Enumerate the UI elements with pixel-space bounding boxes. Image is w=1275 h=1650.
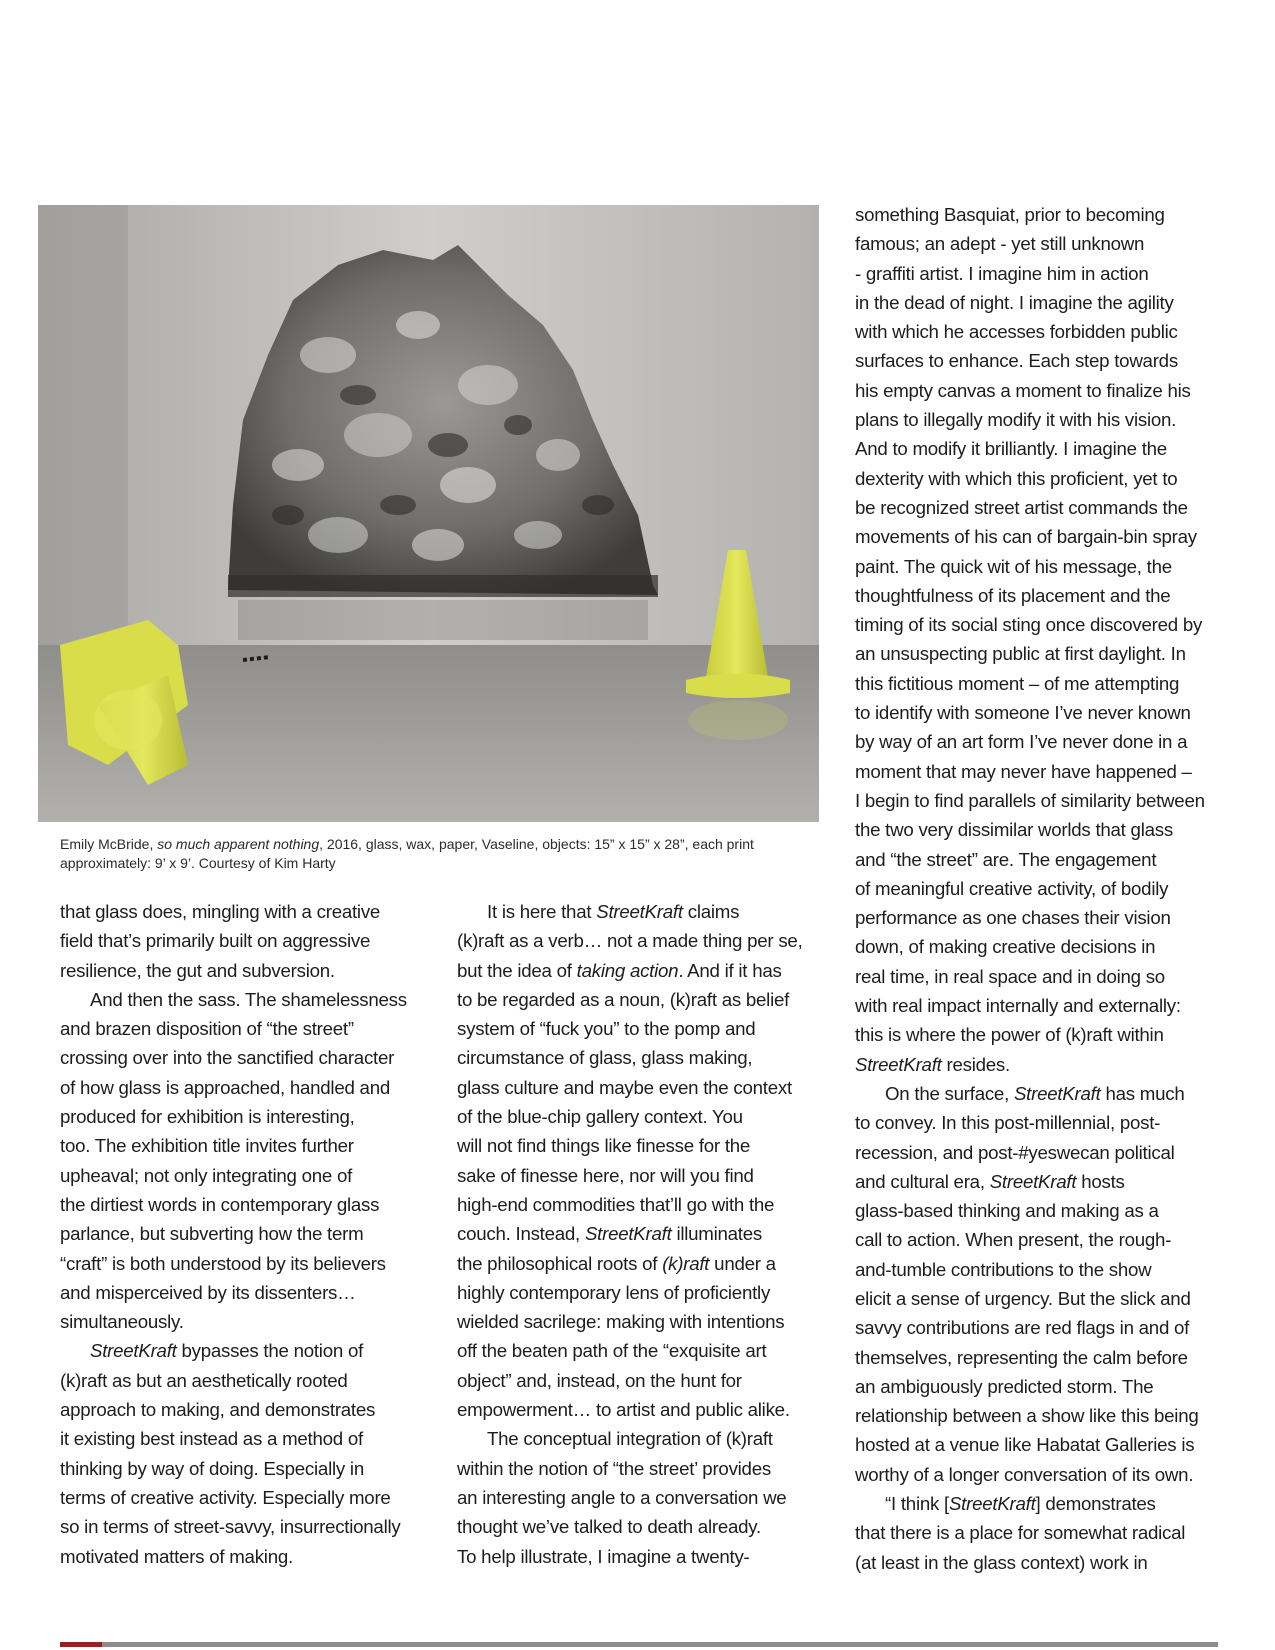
text-line: relationship between a show like this being — [855, 1405, 1199, 1427]
text-line: I begin to find parallels of similarity between — [855, 789, 1205, 811]
text-line: parlance, but subverting how the term — [60, 1223, 364, 1245]
text-line: “craft” is both understood by its believers — [60, 1252, 386, 1274]
text-line: it existing best instead as a method of — [60, 1428, 363, 1450]
text-line: be recognized street artist commands the — [855, 496, 1188, 518]
caption-details: , 2016, glass, wax, paper, Vaseline, objects: 15” x 15” x 28”, each print approximately: 9’ x 9’. Courtesy of Kim Harty — [60, 836, 754, 871]
text-line: timing of its social sting once discovered by — [855, 614, 1203, 636]
text-line: object” and, instead, on the hunt for — [457, 1369, 742, 1391]
caption-title: so much apparent nothing — [157, 836, 320, 852]
text-line: of meaningful creative activity, of bodily — [855, 877, 1169, 899]
text-line: with real impact internally and externally: — [855, 995, 1181, 1017]
text-line: but the idea of taking action. And if it has — [457, 959, 782, 981]
article-column-middle — [457, 897, 832, 1571]
text-line: field that’s primarily built on aggressive — [60, 930, 371, 952]
text-line: and misperceived by its dissenters… — [60, 1281, 356, 1303]
text-line: (at least in the glass context) work in — [855, 1551, 1148, 1573]
text-line: hosted at a venue like Habatat Galleries is — [855, 1434, 1195, 1456]
text-line: crossing over into the sanctified character — [60, 1047, 395, 1069]
text-line: - graffiti artist. I imagine him in action — [855, 262, 1149, 284]
text-line: upheaval; not only integrating one of — [60, 1164, 353, 1186]
text-line: On the surface, StreetKraft has much — [885, 1082, 1185, 1104]
text-line: And then the sass. The shamelessness — [90, 988, 407, 1010]
text-line: The conceptual integration of (k)raft — [487, 1428, 773, 1450]
text-line: and “the street” are. The engagement — [855, 848, 1157, 870]
text-line: in the dead of night. I imagine the agility — [855, 291, 1174, 313]
text-line: an unsuspecting public at first daylight. In — [855, 643, 1186, 665]
text-line: will not find things like finesse for the — [457, 1135, 751, 1157]
text-line: an interesting angle to a conversation we — [457, 1486, 787, 1508]
text-line: movements of his can of bargain-bin spray — [855, 526, 1197, 548]
text-line: circumstance of glass, glass making, — [457, 1047, 753, 1069]
text-line: too. The exhibition title invites further — [60, 1135, 354, 1157]
text-line: famous; an adept - yet still unknown — [855, 233, 1145, 255]
text-line: the philosophical roots of (k)raft under a — [457, 1252, 776, 1274]
text-line: surfaces to enhance. Each step towards — [855, 350, 1178, 372]
text-line: an ambiguously predicted storm. The — [855, 1375, 1154, 1397]
text-line: StreetKraft resides. — [855, 1053, 1010, 1075]
text-line: (k)raft as a verb… not a made thing per se, — [457, 930, 803, 952]
text-line: that there is a place for somewhat radical — [855, 1522, 1186, 1544]
text-line: of how glass is approached, handled and — [60, 1076, 390, 1098]
text-line: And to modify it brilliantly. I imagine the — [855, 438, 1167, 460]
text-line: plans to illegally modify it with his vision. — [855, 409, 1177, 431]
text-line: thought we’ve talked to death already. — [457, 1516, 761, 1538]
article-column-right — [855, 200, 1235, 1577]
text-line: by way of an art form I’ve never done in a — [855, 731, 1188, 753]
text-line: within the notion of “the street’ provides — [457, 1457, 771, 1479]
text-line: and cultural era, StreetKraft hosts — [855, 1170, 1125, 1192]
text-line: worthy of a longer conversation of its own. — [855, 1463, 1194, 1485]
article-column-left — [60, 897, 430, 1571]
text-line: StreetKraft bypasses the notion of — [90, 1340, 364, 1362]
text-line: that glass does, mingling with a creative — [60, 901, 381, 922]
footer-rule — [60, 1642, 1218, 1647]
text-line: to identify with someone I’ve never known — [855, 702, 1191, 724]
text-line: simultaneously. — [60, 1311, 184, 1333]
text-line: terms of creative activity. Especially more — [60, 1486, 391, 1508]
text-line: the two very dissimilar worlds that glass — [855, 819, 1173, 841]
text-line: to be regarded as a noun, (k)raft as belief — [457, 988, 790, 1010]
text-line: motivated matters of making. — [60, 1545, 293, 1567]
text-line: off the beaten path of the “exquisite art — [457, 1340, 767, 1362]
text-line: couch. Instead, StreetKraft illuminates — [457, 1223, 762, 1245]
text-line: “I think [StreetKraft] demonstrates — [885, 1493, 1156, 1515]
text-line: It is here that StreetKraft claims — [487, 901, 740, 922]
text-line: savvy contributions are red flags in and of — [855, 1317, 1190, 1339]
text-line: paint. The quick wit of his message, the — [855, 555, 1172, 577]
gallery-installation-image — [38, 205, 819, 822]
figure-caption — [60, 835, 820, 873]
text-line: produced for exhibition is interesting, — [60, 1106, 355, 1128]
artwork-photo — [38, 205, 819, 822]
text-line: to convey. In this post-millennial, post- — [855, 1112, 1161, 1134]
text-line: performance as one chases their vision — [855, 907, 1171, 929]
text-line: and-tumble contributions to the show — [855, 1258, 1152, 1280]
text-line: thoughtfulness of its placement and the — [855, 584, 1171, 606]
text-line: sake of finesse here, nor will you find — [457, 1164, 754, 1186]
text-line: something Basquiat, prior to becoming — [855, 204, 1165, 225]
footer-accent — [60, 1642, 102, 1647]
text-line: and brazen disposition of “the street” — [60, 1018, 354, 1040]
text-line: call to action. When present, the rough- — [855, 1229, 1172, 1251]
text-line: elicit a sense of urgency. But the slick and — [855, 1287, 1191, 1309]
text-line: themselves, representing the calm before — [855, 1346, 1188, 1368]
text-line: this is where the power of (k)raft within — [855, 1024, 1164, 1046]
text-line: down, of making creative decisions in — [855, 936, 1156, 958]
text-line: glass culture and maybe even the context — [457, 1076, 792, 1098]
text-line: approach to making, and demonstrates — [60, 1399, 376, 1421]
text-line: the dirtiest words in contemporary glass — [60, 1193, 380, 1215]
text-line: recession, and post-#yeswecan political — [855, 1141, 1175, 1163]
caption-artist: Emily McBride, — [60, 836, 158, 852]
text-line: high-end commodities that’ll go with the — [457, 1193, 775, 1215]
text-line: his empty canvas a moment to finalize his — [855, 379, 1191, 401]
text-line: real time, in real space and in doing so — [855, 965, 1165, 987]
text-line: of the blue-chip gallery context. You — [457, 1106, 743, 1128]
text-line: with which he accesses forbidden public — [855, 321, 1178, 343]
text-line: glass-based thinking and making as a — [855, 1200, 1159, 1222]
text-line: (k)raft as but an aesthetically rooted — [60, 1369, 348, 1391]
text-line: empowerment… to artist and public alike. — [457, 1399, 790, 1421]
text-line: To help illustrate, I imagine a twenty- — [457, 1545, 750, 1567]
text-line: this fictitious moment – of me attempting — [855, 672, 1180, 694]
text-line: moment that may never have happened – — [855, 760, 1192, 782]
text-line: thinking by way of doing. Especially in — [60, 1457, 364, 1479]
text-line: so in terms of street-savvy, insurrectionally — [60, 1516, 401, 1538]
text-line: system of “fuck you” to the pomp and — [457, 1018, 756, 1040]
text-line: wielded sacrilege: making with intentions — [457, 1311, 785, 1333]
text-line: highly contemporary lens of proficiently — [457, 1281, 771, 1303]
text-line: dexterity with which this proficient, yet to — [855, 467, 1178, 489]
text-line: resilience, the gut and subversion. — [60, 959, 335, 981]
